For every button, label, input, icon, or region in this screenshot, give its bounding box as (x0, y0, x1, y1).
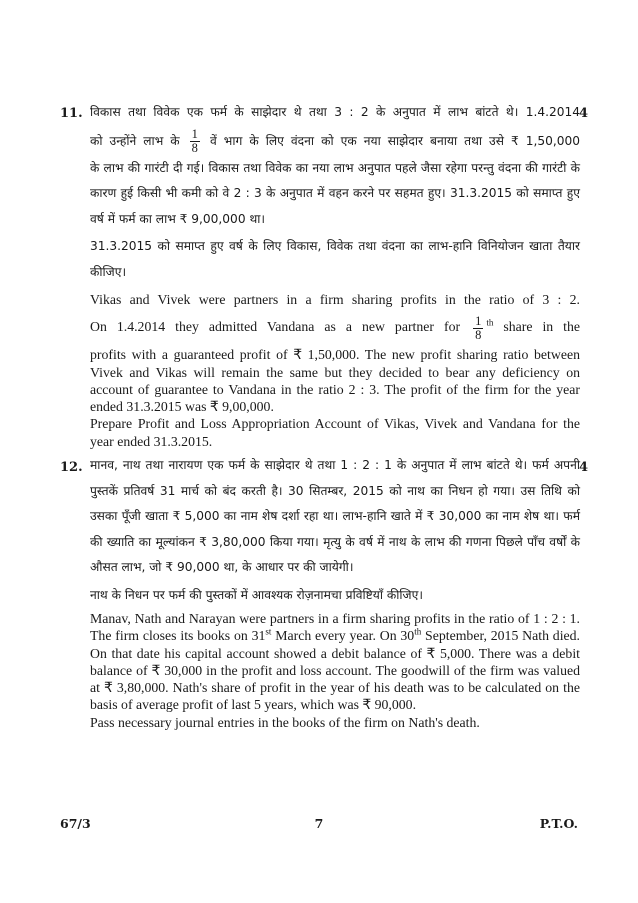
question-12-english-task: Pass necessary journal entries in the books of the firm on Nath's death. (90, 714, 480, 730)
question-11-english-line2-start: On 1.4.2014 they admitted Vandana as a new partner for (90, 319, 461, 335)
fraction-suffix: th (486, 317, 494, 328)
ordinal-suffix-st: st (265, 626, 272, 637)
question-12-hindi-task: नाथ के निधन पर फर्म की पुस्तकों में आवश्यक रोज़नामचा प्रविष्टियाँ कीजिए। (90, 587, 423, 602)
question-11-english-task: Prepare Profit and Loss Appropriation Account of Vikas, Vivek and Vandana for the year ended 31.3.2015. (90, 416, 580, 449)
question-11-english (90, 291, 580, 450)
page-number: 7 (314, 816, 324, 831)
please-turn-over: P.T.O. (539, 816, 578, 831)
question-11-english-fraction (473, 315, 483, 342)
question-12-english-details (90, 610, 580, 714)
question-11-body (90, 100, 580, 450)
question-11-english-line2-end: share in the (503, 319, 581, 335)
fraction-denominator: 8 (475, 327, 482, 342)
fraction-numerator: 1 (475, 313, 482, 328)
question-12-english-part1: Manav, Nath and Narayan were partners in a firm sharing profits in the ratio of 1 : 2 : 1. The firm closes its books on 31 (90, 611, 580, 644)
question-11-hindi-task: 31.3.2015 को समाप्त हुए वर्ष के लिए विकास, विवेक तथा वंदना का लाभ-हानि विनियोजन खाता तैयार कीजिए। (90, 239, 580, 279)
question-11-hindi-line2-start: को उन्होंने लाभ के (90, 133, 180, 148)
ordinal-suffix-th: th (414, 626, 422, 637)
question-12-number: 12. (60, 460, 83, 475)
question-12-english-part3: September, 2015 Nath died. On that date his capital account showed a debit balance of ₹ 5,000. There was a debit balance of ₹ 30,000 in the profit and loss account. The goodwill of the firm was valued at ₹ 3,80,000. Nath's share of profit in the year of his death was to be calculated on the basis of average profit of last 5 years, which was ₹ 90,000. (90, 628, 580, 713)
question-12-marks: 4 (578, 460, 588, 475)
question-11-hindi-line2-end: वें भाग के लिए वंदना को एक नया साझेदार बनाया तथा उसे ₹ 1,50,000 (209, 133, 581, 148)
question-11-number: 11. (60, 106, 83, 121)
question-12-english-part2: March every year. On 30 (271, 628, 415, 644)
question-12-english (90, 610, 580, 731)
paper-code: 67/3 (60, 816, 91, 831)
question-11-hindi-line2 (90, 126, 580, 156)
question-11-hindi-line1: विकास तथा विवेक एक फर्म के साझेदार थे तथा 3 : 2 के अनुपात में लाभ बांटते थे। 1.4.2014 (90, 105, 580, 119)
question-11-english-line2 (90, 308, 580, 346)
question-12-body (90, 453, 580, 731)
question-12-hindi-details: मानव, नाथ तथा नारायण एक फर्म के साझेदार थे तथा 1 : 2 : 1 के अनुपात में लाभ बांटते थे। फर्म अपनी पुस्तकें प्रतिवर्ष 31 मार्च को बंद करती है। 30 सितम्बर, 2015 को नाथ का निधन हो गया। उस तिथि को उसका पूँजी खाता ₹ 5,000 का नाम शेष दर्शा रहा था। लाभ-हानि खाते में ₹ 30,000 का नाम शेष था। फर्म की ख्याति का मूल्यांकन ₹ 3,80,000 किया गया। मृत्यु के वर्ष में नाथ के लाभ की गणना पिछले पाँच वर्षों के औसत लाभ, जो ₹ 90,000 था, के आधार पर की जायेगी। (90, 458, 580, 574)
question-11-english-details: profits with a guaranteed profit of ₹ 1,50,000. The new profit sharing ratio between Vivek and Vikas will remain the same but they decided to bear any deficiency on account of guarantee to Vandana in the ratio 2 : 3. The profit of the firm for the year ended 31.3.2015 was ₹ 9,00,000. (90, 347, 580, 415)
question-11-english-line1: Vikas and Vivek were partners in a firm sharing profits in the ratio of 3 : 2. (90, 292, 580, 307)
question-11-marks: 4 (578, 106, 588, 121)
question-11-hindi-details: के लाभ की गारंटी दी गई। विकास तथा विवेक का नया लाभ अनुपात पहले जैसा रहेगा परन्तु वंदना की गारंटी के कारण हुई किसी भी कमी को वे 2 : 3 के अनुपात में वहन करने पर सहमत हुए। 31.3.2015 को समाप्त हुए वर्ष में फर्म का लाभ ₹ 9,00,000 था। (90, 160, 580, 226)
question-11-hindi-fraction (190, 128, 200, 155)
fraction-denominator: 8 (191, 140, 198, 155)
fraction-numerator: 1 (191, 126, 198, 141)
